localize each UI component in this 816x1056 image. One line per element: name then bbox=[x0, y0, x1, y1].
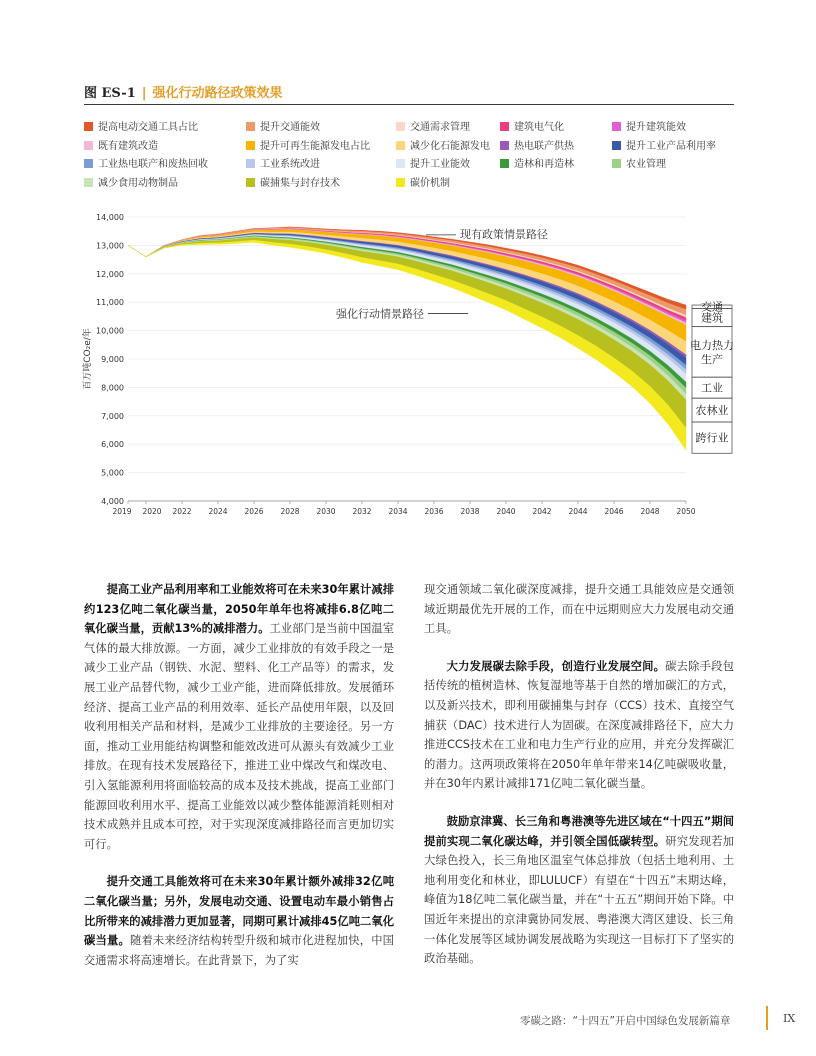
legend-label: 建筑电气化 bbox=[514, 122, 564, 133]
legend-item bbox=[246, 141, 370, 153]
legend-item bbox=[500, 122, 564, 134]
legend-label: 工业热电联产和废热回收 bbox=[98, 159, 208, 171]
legend-label: 既有建筑改造 bbox=[98, 140, 158, 152]
body-paragraph bbox=[84, 580, 394, 854]
legend-item bbox=[396, 122, 470, 134]
page-number: IX bbox=[783, 1012, 796, 1025]
legend-swatch bbox=[84, 159, 93, 168]
x-tick-label: 2038 bbox=[460, 507, 480, 516]
x-tick-label: 2022 bbox=[172, 507, 192, 516]
figure-rule bbox=[84, 104, 734, 105]
body-paragraph bbox=[424, 657, 734, 794]
legend-label: 交通需求管理 bbox=[410, 122, 470, 133]
body-paragraph bbox=[84, 872, 394, 970]
y-tick-label: 10,000 bbox=[96, 326, 124, 336]
legend-item bbox=[246, 178, 340, 190]
x-tick-label: 2019 bbox=[112, 507, 132, 516]
emissions-area-chart bbox=[80, 205, 740, 525]
figure-separator: | bbox=[141, 86, 147, 101]
legend-label: 提升可再生能源发电占比 bbox=[260, 140, 370, 152]
paragraph-text: 现交通领域二氧化碳深度减排，提升交通工具能效应是交通领域近期最优先开展的工作，而在中远期则应大力发展电动交通工具。 bbox=[424, 583, 734, 636]
legend-swatch bbox=[396, 178, 405, 187]
x-tick-label: 2048 bbox=[640, 507, 660, 516]
paragraph-text: 随着未来经济结构转型升级和城市化进程加快，中国交通需求将高速增长。在此背景下，为了实 bbox=[84, 934, 394, 967]
sector-label: 建筑 bbox=[701, 311, 723, 325]
legend-swatch bbox=[246, 159, 255, 168]
legend-item bbox=[246, 122, 320, 134]
legend-item bbox=[612, 122, 686, 134]
legend-swatch bbox=[246, 178, 255, 187]
sector-label: 工业 bbox=[701, 381, 723, 395]
legend-item bbox=[246, 159, 320, 171]
body-paragraph bbox=[424, 812, 734, 969]
sector-label: 交通 bbox=[701, 300, 723, 314]
footer-divider bbox=[766, 1006, 768, 1030]
x-tick-label: 2030 bbox=[316, 507, 336, 516]
legend-swatch bbox=[396, 141, 405, 150]
legend-label: 碳捕集与封存技术 bbox=[260, 178, 340, 190]
legend-item bbox=[84, 159, 208, 171]
legend-swatch bbox=[84, 178, 93, 187]
x-tick-label: 2024 bbox=[208, 507, 228, 516]
paragraph-lead: 提升交通工具能效将可在未来30年累计额外减排32亿吨二氧化碳当量；另外，发展电动交通、设置电动车最小销售占比所带来的减排潜力更加显著，同期可累计减排45亿吨二氧化碳当量。 bbox=[84, 875, 394, 948]
legend-swatch bbox=[500, 122, 509, 131]
legend-label: 提升交通能效 bbox=[260, 122, 320, 133]
legend-item bbox=[612, 159, 666, 171]
figure-heading bbox=[84, 82, 283, 101]
y-tick-label: 7,000 bbox=[101, 411, 124, 421]
legend-label: 提升工业产品利用率 bbox=[626, 140, 716, 152]
legend-label: 提高电动交通工具占比 bbox=[98, 122, 198, 133]
x-tick-label: 2028 bbox=[280, 507, 300, 516]
legend-swatch bbox=[396, 122, 405, 131]
legend-item bbox=[612, 141, 716, 153]
legend-label: 热电联产供热 bbox=[514, 140, 574, 152]
legend-swatch bbox=[612, 122, 621, 131]
legend-swatch bbox=[84, 141, 93, 150]
legend-label: 减少化石能源发电 bbox=[410, 140, 490, 152]
footer-title: 零碳之路：“十四五”开启中国绿色发展新篇章 bbox=[520, 1015, 731, 1027]
legend-label: 碳价机制 bbox=[410, 178, 450, 190]
body-column-left bbox=[84, 580, 394, 988]
legend-swatch bbox=[246, 141, 255, 150]
paragraph-text: 研究发现若加大绿色投入，长三角地区温室气体总排放（包括土地利用、土地利用变化和林业，即LULUCF）有望在“十四五”末期达峰，峰值为18亿吨二氧化碳当量，并在“十五五”期间开始下降。中国近年来提出的京津冀协同发展、粤港澳大湾区建设、长三角一体化发展等区域协调发展战略为实现这一目标打下了坚实的政治基础。 bbox=[424, 834, 734, 966]
x-tick-label: 2050 bbox=[676, 507, 696, 516]
x-tick-label: 2020 bbox=[142, 507, 162, 516]
legend-label: 工业系统改进 bbox=[260, 159, 320, 171]
legend-item bbox=[396, 141, 490, 153]
legend-label: 减少食用动物制品 bbox=[98, 178, 178, 190]
legend-item bbox=[396, 178, 450, 190]
figure-number: 图 ES-1 bbox=[84, 86, 136, 101]
y-tick-label: 11,000 bbox=[96, 298, 124, 308]
y-tick-label: 8,000 bbox=[101, 383, 124, 393]
y-tick-label: 6,000 bbox=[101, 440, 124, 450]
y-tick-label: 4,000 bbox=[101, 497, 124, 506]
paragraph-lead: 大力发展碳去除手段，创造行业发展空间。 bbox=[446, 659, 666, 673]
x-tick-label: 2042 bbox=[532, 507, 552, 516]
y-tick-label: 5,000 bbox=[101, 468, 124, 478]
legend-swatch bbox=[612, 159, 621, 168]
body-column-right bbox=[424, 580, 734, 987]
legend-swatch bbox=[396, 159, 405, 168]
y-tick-label: 9,000 bbox=[101, 355, 124, 364]
legend-item bbox=[396, 159, 470, 171]
x-tick-label: 2036 bbox=[424, 507, 444, 516]
sector-label: 电力热力 bbox=[690, 338, 734, 352]
legend-swatch bbox=[500, 159, 509, 168]
legend-swatch bbox=[84, 122, 93, 131]
x-tick-label: 2046 bbox=[604, 507, 624, 516]
x-tick-label: 2044 bbox=[568, 507, 588, 516]
paragraph-text: 碳去除手段包括传统的植树造林、恢复湿地等基于自然的增加碳汇的方式，以及新兴技术，即利用碳捕集与封存（CCS）技术、直接空气捕获（DAC）技术进行人为固碳。在深度减排路径下，应大力推进CCS技术在工业和电力生产行业的应用，并充分发挥碳汇的潜力。这两项政策将在2050年单年带来14亿吨碳吸收量，并在30年内累计减排171亿吨二氧化碳当量。 bbox=[424, 659, 734, 791]
y-tick-label: 12,000 bbox=[96, 269, 124, 279]
x-tick-label: 2034 bbox=[388, 507, 408, 516]
legend-swatch bbox=[612, 141, 621, 150]
body-paragraph bbox=[424, 580, 734, 639]
x-tick-label: 2032 bbox=[352, 507, 372, 516]
y-axis-label: 百万吨CO₂e/年 bbox=[83, 328, 93, 390]
legend-label: 提升建筑能效 bbox=[626, 122, 686, 133]
legend-item bbox=[500, 159, 574, 171]
legend-item bbox=[84, 141, 158, 153]
legend-label: 农业管理 bbox=[626, 159, 666, 171]
baseline-annotation: 现有政策情景路径 bbox=[460, 227, 548, 241]
paragraph-lead: 提高工业产品利用率和工业能效将可在未来30年累计减排约123亿吨二氧化碳当量，2050年单年也将减排6.8亿吨二氧化碳当量，贡献13%的减排潜力。 bbox=[84, 583, 394, 636]
legend-item bbox=[500, 141, 574, 153]
y-tick-label: 13,000 bbox=[96, 241, 124, 251]
legend-swatch bbox=[500, 141, 509, 150]
paragraph-lead: 鼓励京津冀、长三角和粤港澳等先进区域在“十四五”期间提前实现二氧化碳达峰，并引领全国低碳转型。 bbox=[424, 814, 734, 848]
x-tick-label: 2026 bbox=[244, 507, 264, 516]
sector-label: 农林业 bbox=[695, 404, 729, 418]
area-band bbox=[128, 237, 686, 428]
sector-label: 生产 bbox=[701, 352, 723, 366]
paragraph-text: 工业部门是当前中国温室气体的最大排放源。一方面，减少工业排放的有效手段之一是减少工业产品（钢铁、水泥、塑料、化工产品等）的需求，发展工业产品替代物，减少工业产能，进而降低排放。发展循环经济、提高工业产品的利用效率、延长产品使用年限，以及回收利用相关产品和材料，是减少工业排放的主要途径。另一方面，推动工业用能结构调整和能效改进可从源头有效减少工业排放。在现有技术发展路径下，推进工业中煤改气和煤改电、引入氢能源利用将面临较高的成本及技术挑战，提高工业部门能源回收利用水平、提高工业能效以减少整体能源消耗则相对技术成熟并且成本可控，对于实现深度减排路径而言更加切实可行。 bbox=[84, 622, 394, 851]
x-tick-label: 2040 bbox=[496, 507, 516, 516]
figure-title: 强化行动路径政策效果 bbox=[152, 86, 283, 101]
sector-label: 跨行业 bbox=[695, 431, 729, 445]
enhanced-annotation: 强化行动情景路径 bbox=[336, 307, 424, 321]
legend-item bbox=[84, 178, 178, 190]
y-tick-label: 14,000 bbox=[96, 213, 124, 222]
legend-swatch bbox=[246, 122, 255, 131]
legend-label: 提升工业能效 bbox=[410, 159, 470, 171]
legend-item bbox=[84, 122, 198, 134]
legend-label: 造林和再造林 bbox=[514, 159, 574, 171]
